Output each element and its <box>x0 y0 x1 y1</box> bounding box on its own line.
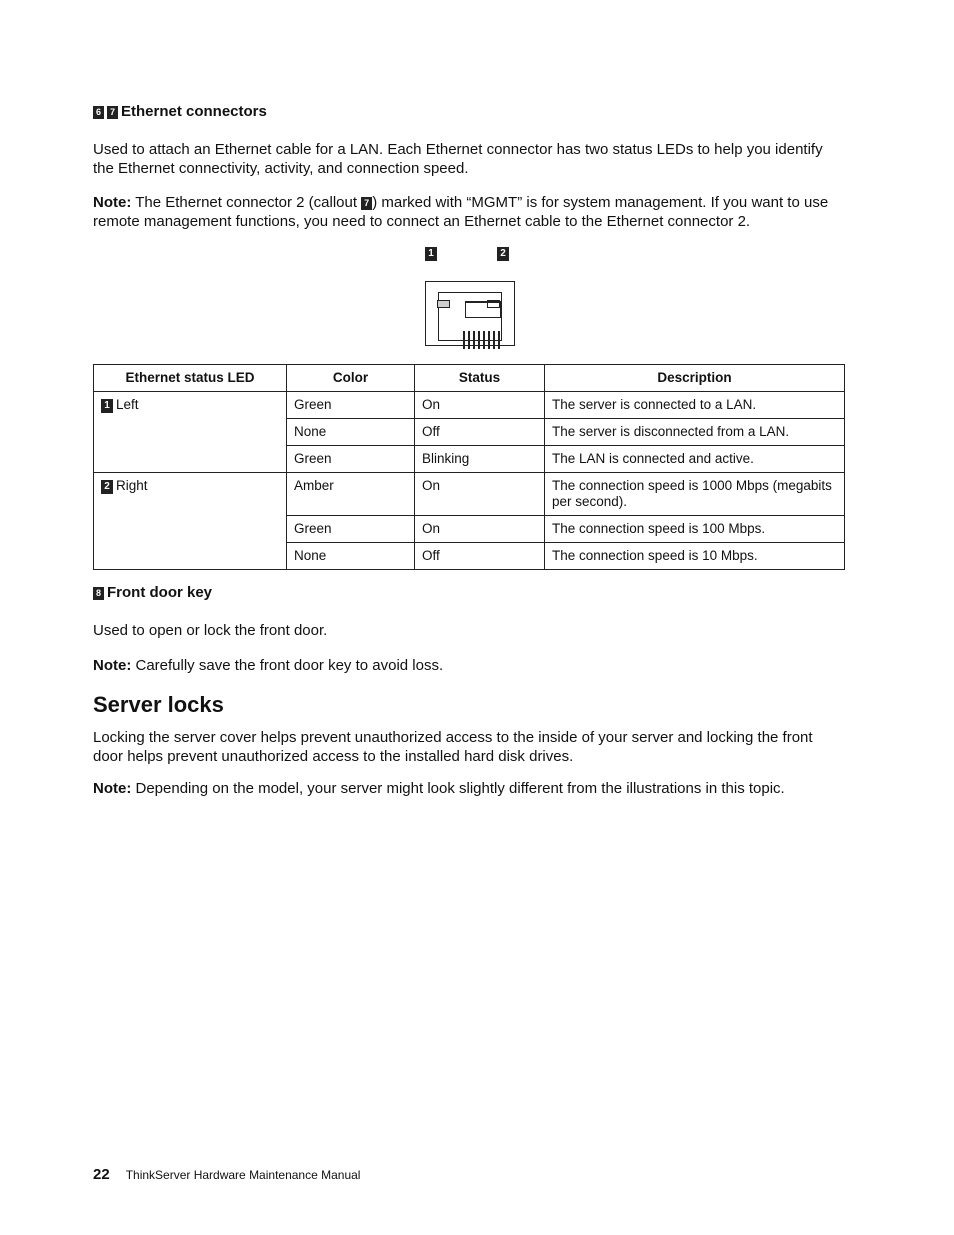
table-row: 2 Right Amber On The connection speed is 1000 Mbps (megabits per second). <box>94 473 845 516</box>
front-door-note <box>93 656 845 675</box>
led-cell-left: 1 Left <box>94 392 287 473</box>
page-number: 22 <box>93 1166 110 1183</box>
server-locks-paragraph: Locking the server cover helps prevent unauthorized access to the inside of your server and locking the front door helps prevent unauthorized access to the installed hard disk drives. <box>93 729 813 765</box>
ethernet-paragraph: Used to attach an Ethernet cable for a LAN. Each Ethernet connector has two status LEDs to help you identify the Ethernet connectivity, activity, and connection speed. <box>93 141 823 177</box>
figure-callout-2: 2 <box>497 247 509 261</box>
table-row: 1 Left Green On The server is connected to a LAN. <box>94 392 845 419</box>
callout-2: 2 <box>101 480 113 494</box>
table-row: None Off The server is disconnected from a LAN. <box>94 419 845 446</box>
note-text: Carefully save the front door key to avoid loss. <box>131 657 444 674</box>
note-label: Note: <box>93 780 132 797</box>
callout-7-inline: 7 <box>361 197 372 210</box>
jack-port <box>438 292 502 341</box>
left-led <box>437 300 450 308</box>
header-led: Ethernet status LED <box>94 365 287 392</box>
note-text-before: The Ethernet connector 2 (callout <box>131 194 362 211</box>
front-door-key-heading <box>93 584 212 601</box>
table-row: Green Blinking The LAN is connected and active. <box>94 446 845 473</box>
header-color: Color <box>287 365 415 392</box>
manual-title: ThinkServer Hardware Maintenance Manual <box>125 1168 361 1182</box>
header-status: Status <box>415 365 545 392</box>
figure-callout-1: 1 <box>425 247 437 261</box>
header-description: Description <box>545 365 845 392</box>
note-label: Note: <box>93 657 132 674</box>
ethernet-connectors-heading <box>93 103 267 120</box>
callout-7: 7 <box>107 106 118 119</box>
ethernet-note <box>93 193 845 231</box>
server-locks-heading: Server locks <box>93 692 224 717</box>
led-cell-right: 2 Right <box>94 473 287 570</box>
server-locks-note <box>93 779 845 798</box>
ethernet-status-led-table <box>93 364 845 570</box>
table-header-row <box>94 365 845 392</box>
ethernet-connectors-title: Ethernet connectors <box>121 103 267 120</box>
callout-8: 8 <box>93 587 104 600</box>
note-text: Depending on the model, your server might look slightly different from the illustrations in this topic. <box>131 780 785 797</box>
note-text-after: ) marked with “MGMT” is for system management. If you want to use remote management functions, you need to connect an Ethernet cable to the Ethernet connector 2. <box>93 194 829 230</box>
page-footer <box>93 1166 360 1183</box>
front-door-key-title: Front door key <box>107 584 213 601</box>
jack-pins <box>463 331 500 349</box>
front-door-paragraph: Used to open or lock the front door. <box>93 622 328 639</box>
jack-latch <box>465 301 501 318</box>
callout-1: 1 <box>101 399 113 413</box>
ethernet-jack-illustration <box>425 281 515 346</box>
ethernet-connector-figure <box>425 247 515 347</box>
callout-6: 6 <box>93 106 104 119</box>
table-row: Green On The connection speed is 100 Mbps. <box>94 516 845 543</box>
table-row: None Off The connection speed is 10 Mbps. <box>94 543 845 570</box>
note-label: Note: <box>93 194 132 211</box>
